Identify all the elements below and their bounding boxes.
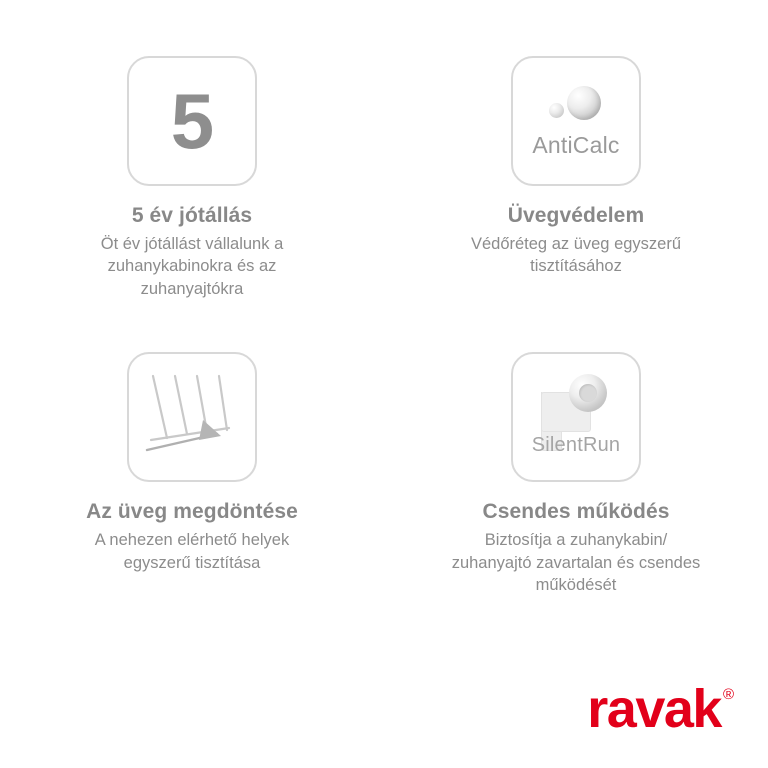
feature-description: Biztosítja a zuhanykabin/ zuhanyajtó zavartalan és csendes működését — [451, 531, 701, 594]
feature-title: 5 év jótállás — [131, 204, 253, 227]
feature-glass-protection — [384, 46, 768, 300]
registered-trademark-icon: ® — [722, 686, 734, 703]
anticalc-label: AntiCalc — [532, 132, 620, 158]
logo-wordmark: ravak — [587, 679, 721, 739]
anticalc-water-drop-icon — [511, 56, 641, 186]
features-grid — [0, 46, 768, 596]
feature-warranty — [0, 46, 384, 300]
feature-description: A nehezen elérhető helyek egyszerű tisztítása — [94, 531, 290, 572]
silentrun-label: SilentRun — [531, 434, 621, 457]
feature-description: Védőréteg az üveg egyszerű tisztításához — [470, 234, 682, 276]
five-digit-label: 5 — [170, 77, 214, 165]
feature-title: Csendes működés — [482, 500, 670, 524]
anticalc-graphic — [513, 58, 639, 184]
feature-title: Üvegvédelem — [507, 204, 645, 227]
feature-tilting-glass — [0, 342, 384, 596]
number-five-icon — [127, 56, 257, 186]
feature-description: Öt év jótállást vállalunk a zuhanykabinokra és az zuhanyajtókra — [100, 234, 284, 298]
silentrun-roller-icon — [511, 352, 641, 482]
water-drop-small-icon — [549, 103, 564, 118]
feature-title: Az üveg megdöntése — [86, 500, 298, 524]
feature-silent-operation — [384, 342, 768, 596]
water-drop-large-icon — [567, 86, 601, 120]
tilting-glass-graphic — [129, 354, 255, 480]
silentrun-graphic — [513, 354, 639, 480]
tilting-glass-icon — [127, 352, 257, 482]
ravak-logo — [587, 679, 734, 739]
